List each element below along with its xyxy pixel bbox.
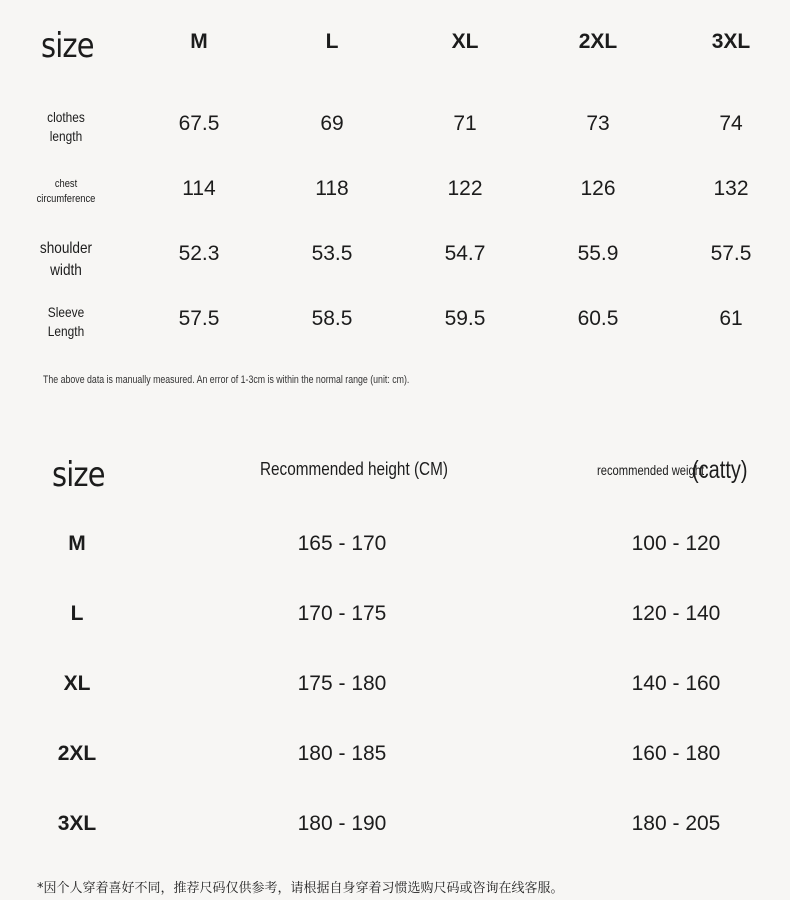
cell: 55.9 bbox=[577, 242, 619, 265]
height-header: Recommended height (CM) bbox=[260, 459, 448, 479]
row-label-line: width bbox=[50, 261, 82, 279]
row-label-clothes-length bbox=[19, 108, 113, 146]
rec-weight: 140 - 160 bbox=[631, 672, 721, 695]
footnote: *因个人穿着喜好不同，推荐尺码仅供参考，请根据自身穿着习惯选购尺码或咨询在线客服。 bbox=[37, 881, 564, 896]
cell: 132 bbox=[713, 177, 749, 200]
weight-unit: (catty) bbox=[692, 456, 748, 484]
row-label-line: clothes bbox=[47, 109, 85, 125]
cell: 59.5 bbox=[444, 307, 486, 330]
rec-weight: 180 - 205 bbox=[631, 812, 721, 835]
size-col-xl: XL bbox=[451, 30, 479, 53]
weight-header: recommended weight bbox=[597, 462, 705, 478]
row-label-line: shoulder bbox=[39, 240, 93, 257]
measurement-note: The above data is manually measured. An error of 1-3cm is within the normal range (unit: cm). bbox=[43, 374, 410, 386]
row-label-line: Sleeve bbox=[47, 304, 85, 320]
size-header: size bbox=[41, 26, 94, 66]
cell: 71 bbox=[453, 112, 477, 135]
cell: 73 bbox=[586, 112, 610, 135]
cell: 114 bbox=[182, 177, 216, 200]
cell: 54.7 bbox=[444, 242, 486, 265]
cell: 74 bbox=[719, 112, 743, 135]
row-label-chest-circumference bbox=[19, 177, 113, 207]
rec-size: 2XL bbox=[57, 742, 97, 765]
cell: 118 bbox=[315, 177, 349, 200]
cell: 52.3 bbox=[178, 242, 220, 265]
row-label-line: length bbox=[49, 127, 83, 144]
row-label-shoulder-width bbox=[19, 238, 113, 281]
cell: 53.5 bbox=[311, 242, 353, 265]
row-label-line: circumference bbox=[36, 192, 96, 205]
cell: 57.5 bbox=[178, 307, 220, 330]
cell: 57.5 bbox=[710, 242, 752, 265]
rec-weight: 160 - 180 bbox=[631, 742, 721, 765]
cell: 60.5 bbox=[577, 307, 619, 330]
cell: 67.5 bbox=[178, 112, 220, 135]
row-label-line: Length bbox=[47, 322, 85, 339]
size-col-2xl: 2XL bbox=[578, 30, 618, 53]
rec-size: L bbox=[70, 602, 84, 625]
row-label-sleeve-length bbox=[19, 303, 113, 341]
cell: 69 bbox=[320, 112, 344, 135]
row-label-line: chest bbox=[54, 178, 78, 190]
cell: 122 bbox=[447, 177, 483, 200]
rec-size: 3XL bbox=[57, 812, 97, 835]
rec-height: 165 - 170 bbox=[297, 532, 387, 555]
size-col-3xl: 3XL bbox=[711, 30, 751, 53]
rec-size: M bbox=[68, 532, 86, 555]
size-col-m: M bbox=[190, 30, 208, 53]
rec-height: 170 - 175 bbox=[297, 602, 387, 625]
rec-height: 180 - 190 bbox=[297, 812, 387, 835]
cell: 126 bbox=[580, 177, 616, 200]
rec-height: 175 - 180 bbox=[297, 672, 387, 695]
size-header: size bbox=[52, 455, 105, 495]
cell: 61 bbox=[719, 307, 743, 330]
cell: 58.5 bbox=[311, 307, 353, 330]
size-col-l: L bbox=[325, 30, 339, 53]
rec-weight: 100 - 120 bbox=[631, 532, 721, 555]
rec-weight: 120 - 140 bbox=[631, 602, 721, 625]
rec-height: 180 - 185 bbox=[297, 742, 387, 765]
rec-size: XL bbox=[63, 672, 91, 695]
